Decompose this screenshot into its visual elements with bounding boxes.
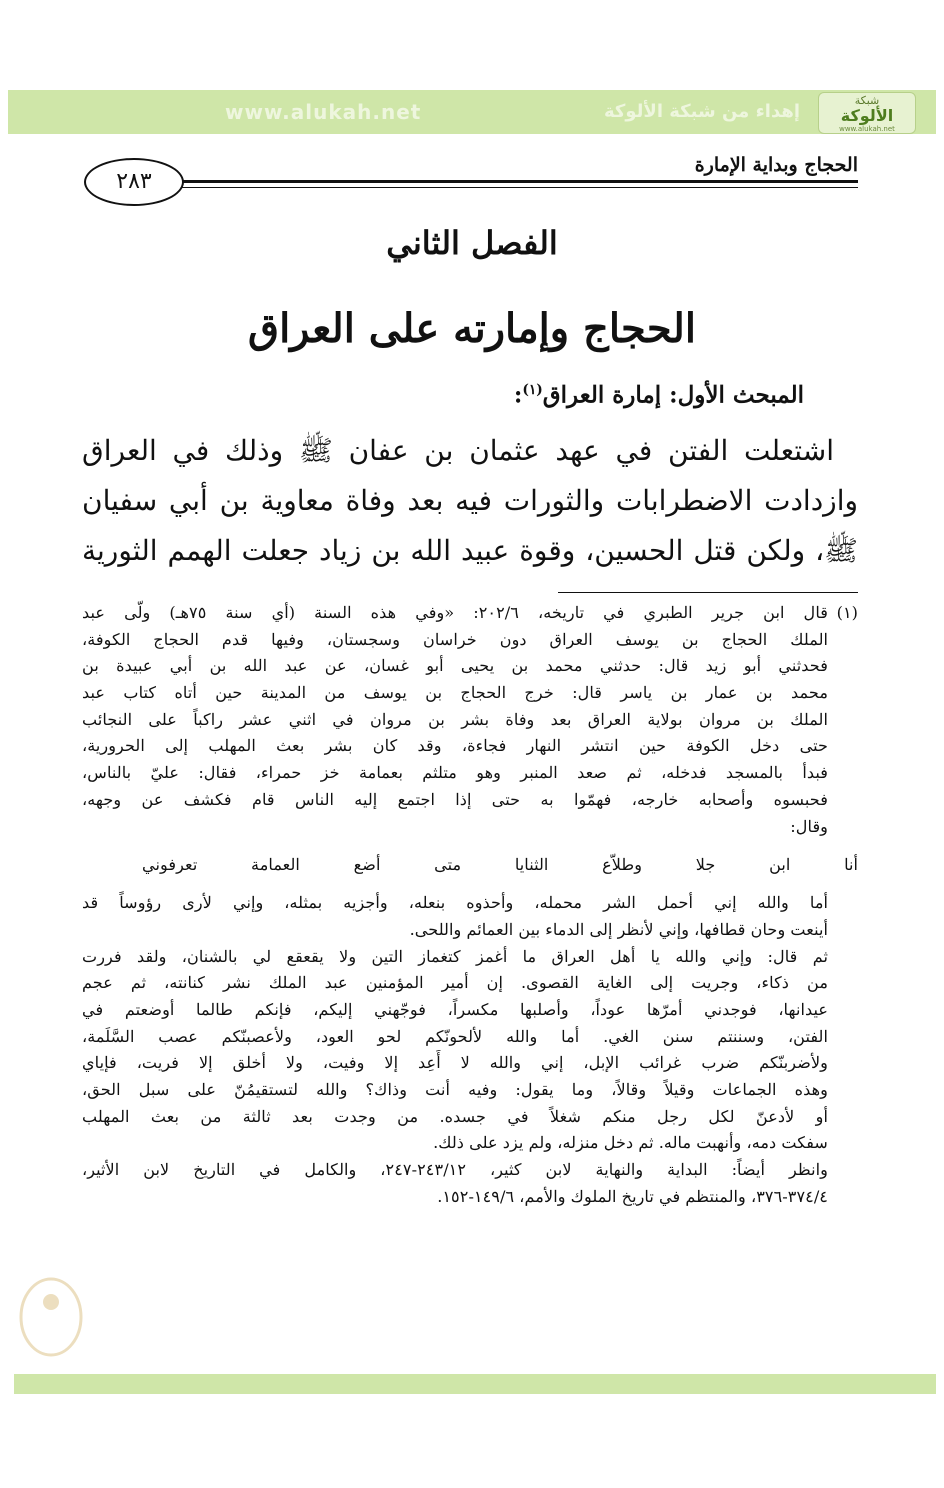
footnote-line: قال ابن جرير الطبري في تاريخه، ٢٠٢/٦: «وفي هذه السنة (أي سنة ٧٥هـ) ولّى عبد [82,603,828,622]
site-url: www.alukah.net [225,100,422,124]
footnote-line: فحبسوه وأصحابه خارجه، فهمّوا به حتى إذا اجتمع إليه الناس قام فكشف عن وجهه، [82,789,828,809]
footnote-first-line [82,600,858,627]
speech-line: أما والله إني أحمل الشر محمله، وأحذوه بنعله، وأجزيه بمثله، وإني لأرى رؤوساً قد [82,893,828,913]
watermark-icon [16,1262,86,1362]
reference-line: وانظر أيضاً: البداية والنهاية لابن كثير، ٢٤٣/١٢-٢٤٧، والكامل في التاريخ لابن الأثير، [82,1160,828,1180]
poem-word: أنا [844,855,858,875]
speech-line: وهذه الجماعات وقيلاً وقالاً، وما يقول: وفيه أنت وذاك؟ والله لتستقيمُنّ على سبل الحق، [82,1080,828,1099]
poem-word: جلا [695,855,716,875]
footnote-line: وقال: [790,816,828,836]
logo-url: www.alukah.net [839,125,895,133]
header-rule-thin [170,187,858,188]
poem-word: العمامة [251,855,300,875]
poem-word: متى [434,855,462,875]
footnote-line: محمد بن عمار بن ياسر قال: خرج الحجاج بن يوسف من المدينة حين أتاه كتاب عبد [82,683,828,703]
speech-line: عيدانها، فوجدني أمرّها عوداً، وأصلبها مكسراً، فوجّهني إليكم، فإنكم طالما أوضعتم في [82,999,828,1019]
main-line: وازدادت الاضطرابات والثورات فيه بعد وفاة معاوية بن أبي سفيان [82,484,858,517]
main-line: ﷺ، ولكن قتل الحسين، وقوة عبيد الله بن زياد جعلت الهمم الثورية [82,534,858,567]
poem-word: وطلاّع [602,855,643,875]
speech-line: ولأضربنّكم ضرب غرائب الإبل، إني والله لا أَعِد إلا وفيت، ولا أخلق إلا فريت، فإياي [82,1053,828,1073]
speech-block [82,890,858,943]
footnote-line: فحدثني أبو زيد قال: حدثني محمد بن يحيى أبو غسان، عن عبد الله بن أبي عبيدة بن [82,656,828,676]
main-paragraph [82,426,858,576]
page-number: ٢٨٣ [84,158,184,206]
poem-word: الثنايا [514,855,549,875]
speech-line: أينعت وحان قطافها، وإني لأنظر إلى الدماء بين العمائم واللحى. [409,919,828,939]
logo-top-text: شبكة [854,94,880,107]
chapter-title: الفصل الثاني [386,224,558,262]
running-title: الحجاج وبداية الإمارة [694,154,858,176]
footer-band [14,1374,936,1394]
logo-name: الألوكة [840,106,894,125]
speech-line: ثم قال: وإني والله يا أهل العراق ما أغمز كتغماز التين ولا يقعقع لي بالشنان، ولقد فررت [82,946,828,966]
poem-word: تعرفوني [142,855,198,875]
footnote-ref: (١) [522,382,543,398]
poem-word: أضع [353,855,381,875]
header-rule [170,180,858,183]
gift-text: إهداء من شبكة الألوكة [604,101,800,122]
footnote-line: فبدأ بالمسجد فدخله، ثم صعد المنبر وهو متلثم بعمامة خز حمراء، فقال: عليّ بالناس، [82,763,828,783]
footnote-line: الملك بن مروان بولاية العراق بعد وفاة بشر بن مروان في اثني عشر راكباً على النجائب [82,709,828,729]
poem-word: ابن [769,855,791,875]
footnote-body [82,627,858,841]
footnote-line: حتى دخل الكوفة حين انتشر النهار فجاءة، وقد كان بشر بعث المهلب إلى الحرورية، [82,736,828,756]
main-line: اشتعلت الفتن في عهد عثمان بن عفان ﷺ وذلك في العراق [82,434,834,467]
speech-line: الفتن، وسننتم سنن الغي. أما والله لألحونّكم لحو العود، ولأعصبنّكم عصب السَّلَمة، [82,1026,828,1046]
reference-line: ٣٧٤/٤-٣٧٦، والمنتظم في تاريخ الملوك والأمم، ١٤٩/٦-١٥٢. [437,1186,828,1206]
footnote-separator [558,592,858,593]
poem-verse [82,840,858,890]
speech-line: أو لأدعنّ لكل رجل منكم شغلاً في جسده. من وجدت بعد ثالثة من بعث المهلب [82,1106,828,1126]
alukah-logo [818,92,916,134]
subsection-title [304,372,804,408]
subsection-colon: : [513,381,523,409]
speech-line: من ذكاء، وجريت إلى الغاية القصوى. إن أمير المؤمنين عبد الملك نشر كنانته، ثم عجم [82,973,828,993]
watermark-logo [16,1262,86,1362]
references-block [82,1157,858,1210]
footnotes [82,600,858,1390]
subsection-title-text: المبحث الأول: إمارة العراق [542,381,804,409]
speech-block [82,944,858,1158]
speech-line: سفكت دمه، وأنهبت ماله. ثم دخل منزله، ولم يزد على ذلك. [433,1133,828,1153]
footnote-marker: (١) [836,603,858,622]
footnote-line: الملك الحجاج بن يوسف العراق دون خراسان وسجستان، وفيها قدم الحجاج الكوفة، [82,629,828,649]
section-title: الحجاج وإمارته على العراق [248,305,696,352]
